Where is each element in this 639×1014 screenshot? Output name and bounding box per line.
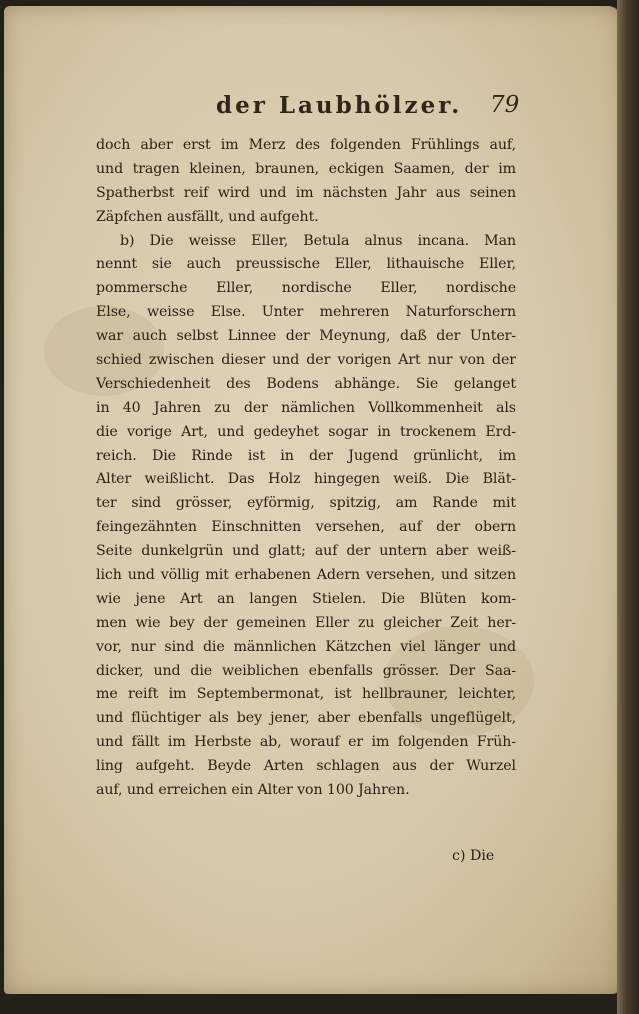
text-line: in 40 Jahren zu der nämlichen Vollkommenheit als — [96, 399, 516, 416]
text-line: men wie bey der gemeinen Eller zu gleicher Zeit her- — [96, 614, 516, 631]
text-line: wie jene Art an langen Stielen. Die Blüten kom- — [96, 590, 516, 607]
text-line: und flüchtiger als bey jener, aber ebenfalls ungeflügelt, — [96, 710, 516, 727]
text-line: Zäpfchen ausfällt, und aufgeht. — [96, 208, 319, 225]
text-line: Spatherbst reif wird und im nächsten Jahr aus seinen — [96, 184, 516, 201]
text-line: vor, nur sind die männlichen Kätzchen viel länger und — [96, 638, 516, 655]
page-header — [4, 92, 622, 128]
text-line: Verschiedenheit des Bodens abhänge. Sie gelanget — [96, 375, 516, 392]
text-line: ter sind grösser, eyförmig, spitzig, am Rande mit — [96, 495, 516, 512]
page-number: 79 — [490, 92, 520, 118]
text-line: pommersche Eller, nordische Eller, nordische — [96, 280, 516, 297]
text-line: reich. Die Rinde ist in der Jugend grünlicht, im — [96, 447, 516, 464]
text-line: nennt sie auch preussische Eller, lithauische Eller, — [96, 256, 516, 273]
text-line: ling aufgeht. Beyde Arten schlagen aus der Wurzel — [96, 758, 516, 775]
body-text — [96, 134, 516, 803]
text-line: war auch selbst Linnee der Meynung, daß der Unter- — [96, 328, 516, 345]
paper-page — [4, 6, 622, 994]
text-line: Alter weißlicht. Das Holz hingegen weiß. Die Blät- — [96, 471, 516, 488]
text-line: me reift im Septembermonat, ist hellbrauner, leichter, — [96, 686, 516, 703]
book-spine-edge — [617, 0, 639, 1014]
text-line: dicker, und die weiblichen ebenfalls grösser. Der Saa- — [96, 662, 516, 679]
running-head: der Laubhölzer. — [216, 92, 463, 119]
text-line: lich und völlig mit erhabenen Adern versehen, und sitzen — [96, 567, 516, 584]
text-line: doch aber erst im Merz des folgenden Frühlings auf, — [96, 137, 516, 153]
text-line: Seite dunkelgrün und glatt; auf der untern aber weiß- — [96, 543, 516, 560]
text-line: und tragen kleinen, braunen, eckigen Saamen, der im — [96, 160, 516, 177]
text-line: Else, weisse Else. Unter mehreren Naturforschern — [96, 304, 516, 321]
text-line: und fällt im Herbste ab, worauf er im folgenden Früh- — [96, 734, 516, 751]
catchword: c) Die — [452, 848, 495, 864]
text-line: schied zwischen dieser und der vorigen Art nur von der — [96, 352, 516, 369]
text-line: feingezähnten Einschnitten versehen, auf der obern — [96, 519, 516, 536]
text-line: die vorige Art, und gedeyhet sogar in trockenem Erd- — [96, 423, 516, 440]
text-line: b) Die weisse Eller, Betula alnus incana. Man — [120, 232, 516, 249]
text-line: auf, und erreichen ein Alter von 100 Jahren. — [96, 782, 410, 799]
